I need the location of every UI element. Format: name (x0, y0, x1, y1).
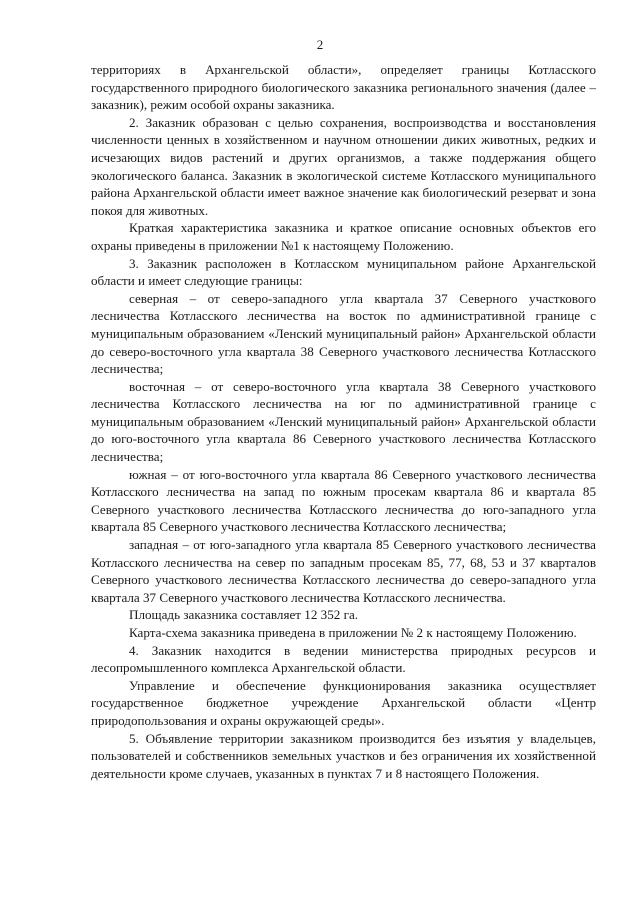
document-body (91, 61, 596, 782)
paragraph-north-boundary: северная – от северо-западного угла квартала 37 Северного участкового лесничества Котласского лесничества на восток по административной границе с муниципальным образованием «Ленский муниципальный район» Архангельской области до северо-восточного угла квартала 38 Северного участкового лесничества Котласского лесничества; (91, 290, 596, 377)
paragraph-map: Карта-схема заказника приведена в приложении № 2 к настоящему Положению. (129, 625, 577, 640)
paragraph-intro-continuation: территориях в Архангельской области», определяет границы Котласского государственного природного биологического заказника регионального значения (далее – заказник), режим особой охраны заказника. (91, 62, 596, 113)
paragraph-west-boundary: западная – от юго-западного угла квартала 85 Северного участкового лесничества Котласского лесничества на север по западным просекам 85, 77, 68, 53 и 37 кварталов Северного участкового лесничества Котласского лесничества до северо-западного угла квартала 37 Северного участкового лесничества Котласского лесничества. (91, 537, 596, 605)
paragraph-management: Управление и обеспечение функционирования заказника осуществляет государственное бюджетное учреждение Архангельской области «Центр природопользования и охраны окружающей среды». (91, 677, 596, 728)
paragraph-east-boundary: восточная – от северо-восточного угла квартала 38 Северного участкового лесничества Котласского лесничества на юг по административной границе с муниципальным образованием «Ленский муниципальный район» Архангельской области до юго-восточного угла квартала 86 Северного участкового лесничества Котласского лесничества; (91, 378, 596, 465)
paragraph-location: 3. Заказник расположен в Котласском муниципальном районе Архангельской области и имеет следующие границы: (91, 255, 596, 289)
paragraph-south-boundary: южная – от юго-восточного угла квартала 86 Северного участкового лесничества Котласского лесничества на запад по южным просекам квартала 86 и квартала 85 Северного участкового лесничества Котласского лесничества до юго-западного угла квартала 85 Северного участкового лесничества Котласского лесничества; (91, 466, 596, 535)
paragraph-area: Площадь заказника составляет 12 352 га. (129, 607, 359, 623)
paragraph-purpose: 2. Заказник образован с целью сохранения, воспроизводства и восстановления численности ценных в хозяйственном и научном отношении диких животных, редких и исчезающих видов растений и других организмов, а также поддержания общего экологического баланса. Заказник в экологической системе Котласского муниципального района Архангельской области имеет важное значение как биологический резерват и зона покоя для животных. (91, 114, 596, 218)
paragraph-declaration: 5. Объявление территории заказником производится без изъятия у владельцев, пользователей и собственников земельных участков и без ограничения их хозяйственной деятельности кроме случаев, указанных в пунктах 7 и 8 настоящего Положения. (91, 730, 596, 781)
paragraph-administration: 4. Заказник находится в ведении министерства природных ресурсов и лесопромышленного комплекса Архангельской области. (91, 642, 596, 676)
page-number: 2 (316, 37, 324, 52)
paragraph-characteristics: Краткая характеристика заказника и краткое описание основных объектов его охраны приведены в приложении №1 к настоящему Положению. (91, 220, 596, 253)
